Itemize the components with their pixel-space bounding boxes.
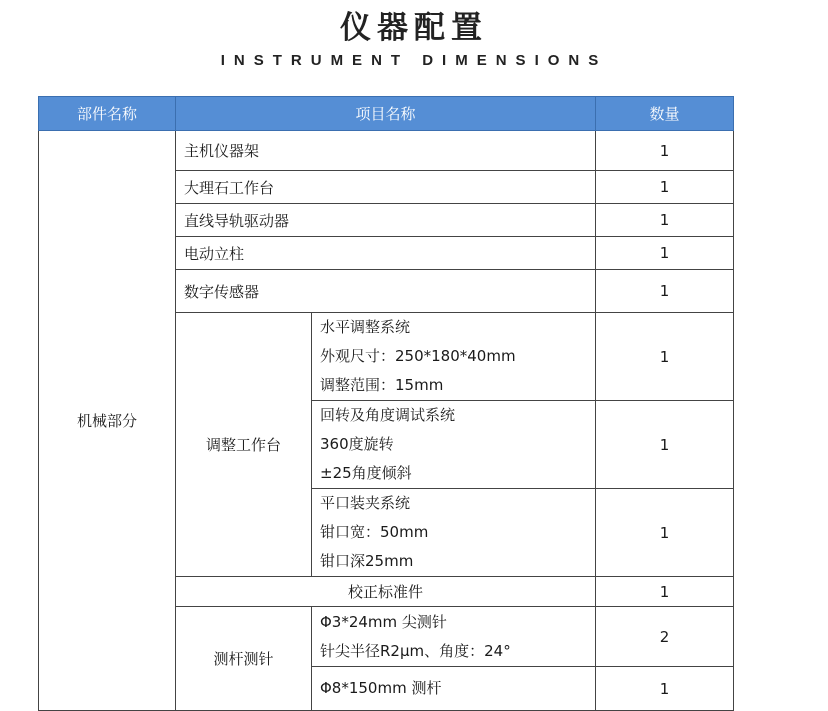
detail-line: Φ8*150mm 测杆 — [320, 679, 442, 697]
item-qty: 1 — [596, 270, 734, 313]
part-name-cell: 机械部分 — [39, 131, 176, 711]
detail-line: ±25角度倾斜 — [320, 464, 412, 482]
detail-line: 外观尺寸：250*180*40mm — [320, 347, 516, 365]
sub-item-detail — [312, 401, 596, 489]
detail-line: 针尖半径R2μm、角度：24° — [320, 641, 511, 660]
table-row — [39, 131, 734, 171]
item-qty: 1 — [596, 401, 734, 489]
page-title: 仪器配置 — [340, 10, 488, 46]
sub-item-detail — [312, 313, 596, 401]
detail-line: 回转及角度调试系统 — [320, 406, 456, 424]
calibration-name: 校正标准件 — [176, 577, 596, 607]
item-name: 主机仪器架 — [176, 131, 596, 171]
detail-line: 调整范围：15mm — [320, 376, 444, 394]
item-qty: 1 — [596, 237, 734, 270]
probe-name: 测杆测针 — [176, 607, 312, 711]
adjust-table-name: 调整工作台 — [176, 313, 312, 577]
item-name: 电动立柱 — [176, 237, 596, 270]
item-qty: 1 — [596, 489, 734, 577]
detail-line: Φ3*24mm 尖测针 — [320, 612, 447, 631]
item-name: 数字传感器 — [176, 270, 596, 313]
page-subtitle: INSTRUMENT DIMENSIONS — [220, 52, 608, 69]
detail-line: 钳口宽：50mm — [320, 523, 429, 541]
item-qty: 1 — [596, 313, 734, 401]
item-qty: 1 — [596, 204, 734, 237]
table-header-row — [39, 97, 734, 131]
item-qty: 1 — [596, 577, 734, 607]
header-item: 项目名称 — [176, 97, 596, 131]
header-part: 部件名称 — [39, 97, 176, 131]
item-name: 大理石工作台 — [176, 171, 596, 204]
item-qty: 1 — [596, 171, 734, 204]
detail-line: 360度旋转 — [320, 435, 394, 453]
sub-item-detail — [312, 667, 596, 711]
item-name: 直线导轨驱动器 — [176, 204, 596, 237]
header-qty: 数量 — [596, 97, 734, 131]
detail-line: 钳口深25mm — [320, 552, 414, 570]
item-qty: 1 — [596, 131, 734, 171]
sub-item-detail — [312, 607, 596, 667]
item-qty: 2 — [596, 607, 734, 667]
item-qty: 1 — [596, 667, 734, 711]
sub-item-detail — [312, 489, 596, 577]
config-table — [38, 96, 734, 711]
detail-line: 平口装夹系统 — [320, 494, 411, 512]
detail-line: 水平调整系统 — [320, 318, 411, 336]
